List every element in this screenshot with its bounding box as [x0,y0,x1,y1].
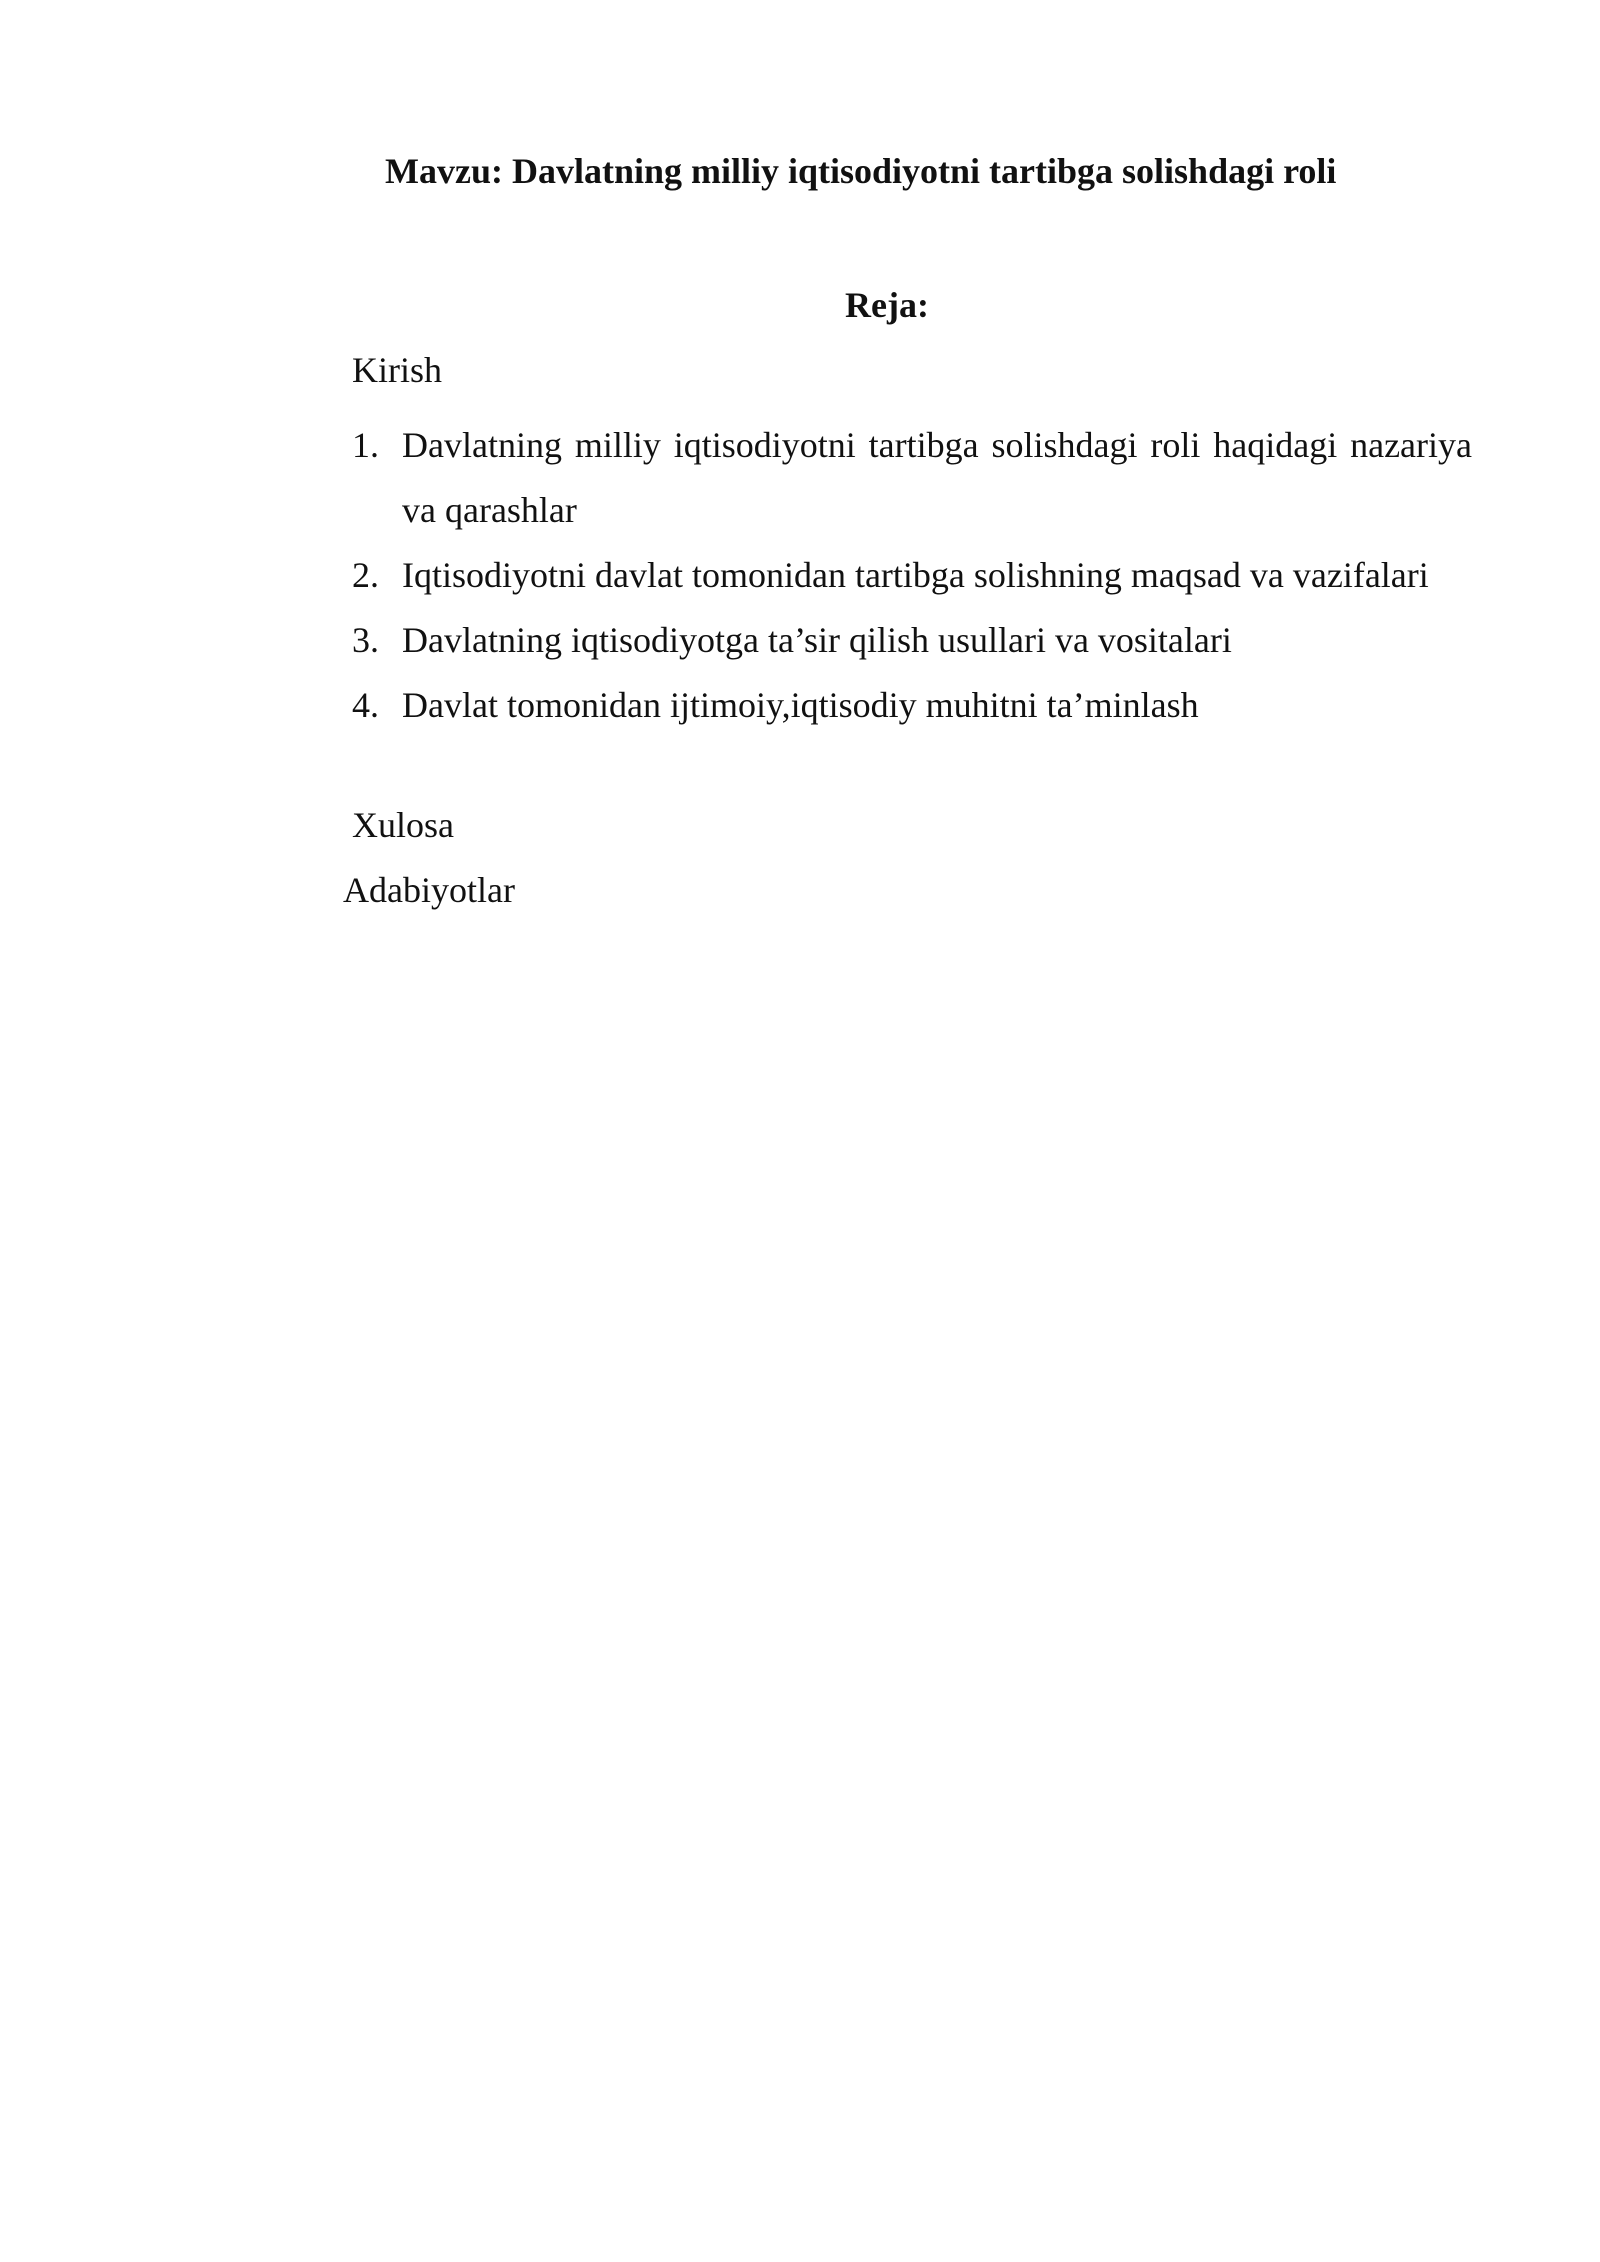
plan-item-number: 1. [352,425,379,465]
plan-item-number: 3. [352,620,379,660]
plan-item-text: Davlatning iqtisodiyotga ta’sir qilish usullari va vositalari [402,620,1232,660]
plan-item-text: Iqtisodiyotni davlat tomonidan tartibga solishning maqsad va vazifalari [402,555,1429,595]
plan-item [352,543,1472,608]
plan-item-number: 4. [352,685,379,725]
plan-item-text: Davlat tomonidan ijtimoiy,iqtisodiy muhitni ta’minlash [402,685,1199,725]
plan-item [352,673,1472,738]
plan-item-number: 2. [352,555,379,595]
references-item: Adabiyotlar [343,870,515,910]
plan-list [352,413,1472,738]
conclusion-item: Xulosa [352,805,454,845]
intro-item: Kirish [352,350,442,390]
plan-heading: Reja: [845,285,929,325]
document-title: Mavzu: Davlatning milliy iqtisodiyotni tartibga solishdagi roli [385,151,1337,191]
plan-item-text: Davlatning milliy iqtisodiyotni tartibga solishdagi roli haqidagi nazariya va qarashlar [402,425,1472,530]
plan-item [352,608,1472,673]
plan-item [352,413,1472,543]
